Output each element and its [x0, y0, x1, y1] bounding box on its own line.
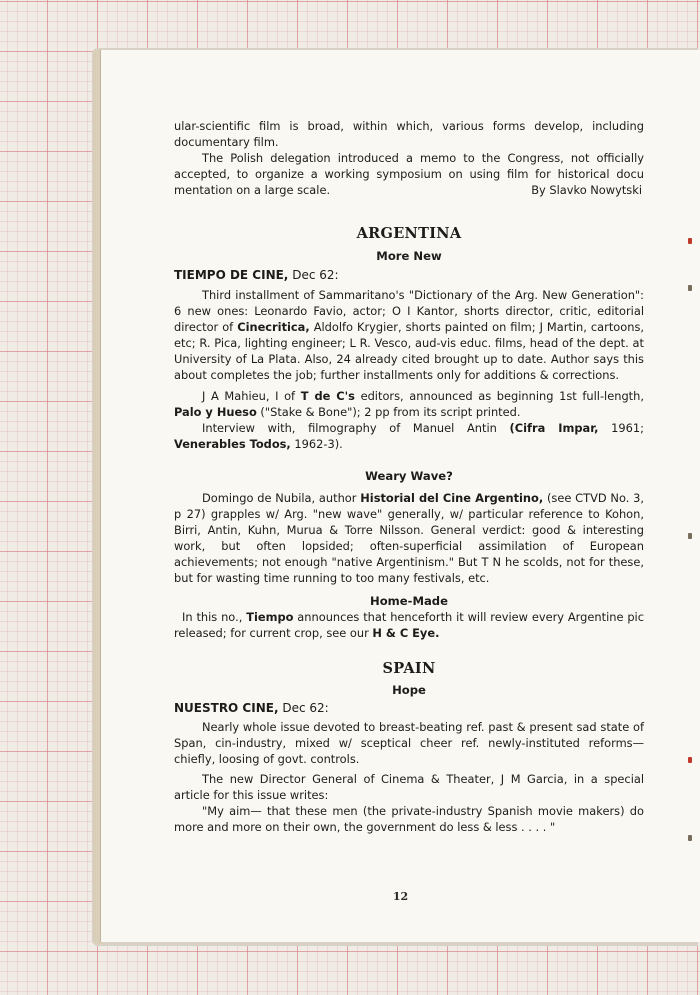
- argentina-paragraph-3: Interview with, filmography of Manuel Antin (Cifra Impar, 1961; Venerables Todos, 1962-3).: [174, 421, 644, 451]
- spain-paragraph-2: The new Director General of Cinema & Theater, J M Garcia, in a special article for this issue writes:: [174, 772, 644, 802]
- title-tiempo: Tiempo: [246, 610, 294, 624]
- argentina-paragraph-5: In this no., Tiempo announces that henceforth it will review every Argentine pic released; for current crop, see our H & C Eye.: [174, 610, 644, 640]
- title-palo-y-hueso: Palo y Hueso: [174, 405, 257, 419]
- source-date: Dec 62:: [292, 268, 339, 282]
- subheading-weary-wave: Weary Wave?: [365, 469, 453, 483]
- page-content: [174, 118, 644, 835]
- subheading-home-made: Home-Made: [370, 594, 448, 608]
- source-date: Dec 62:: [282, 701, 329, 715]
- index-tab-mark: [688, 533, 692, 539]
- section-heading-argentina: ARGENTINA: [356, 225, 462, 242]
- argentina-paragraph-2: J A Mahieu, I of T de C's editors, announced as beginning 1st full-length, Palo y Hueso ("Stake & Bone"); 2 pp from its script printed.: [174, 389, 644, 419]
- intro-signature-line: [174, 182, 644, 198]
- intro-paragraph-1: ular-scientific film is broad, within which, various forms develop, including documentary film.: [174, 119, 644, 149]
- index-tab-mark: [688, 835, 692, 841]
- index-tab-mark: [688, 238, 692, 244]
- title-t-de-cs: T de C's: [300, 389, 355, 403]
- title-venerables-todos: Venerables Todos,: [174, 437, 291, 451]
- source-line-tiempo: [174, 267, 644, 283]
- title-cinecritica: Cinecritica,: [237, 320, 310, 334]
- source-title: NUESTRO CINE,: [174, 701, 279, 715]
- title-cifra-impar: (Cifra Impar,: [509, 421, 599, 435]
- intro-paragraph-2-end: mentation on a large scale.: [174, 183, 331, 197]
- title-historial-del-cine: Historial del Cine Argentino,: [360, 491, 544, 505]
- index-tab-mark: [688, 285, 692, 291]
- document-page: [101, 50, 700, 942]
- source-title: TIEMPO DE CINE,: [174, 268, 289, 282]
- spain-paragraph-3: "My aim— that these men (the private-industry Spanish movie makers) do more and more on their own, the government do less & less . . . . ": [174, 804, 644, 834]
- index-tab-mark: [688, 757, 692, 763]
- argentina-paragraph-4: Domingo de Nubila, author Historial del Cine Argentino, (see CTVD No. 3, p 27) grapples w/ Arg. "new wave" generally, w/ particular reference to Kohon, Birri, Antin, Kuhn, Murua & Torre Nilsson. General verdict: good & interesting work, but often lopsided; often-superficial assimilation of European achievements; not enough "native Argentinism." But T N he scolds, not for these, but for wasting time running to too many festivals, etc.: [174, 491, 644, 585]
- section-heading-spain: SPAIN: [382, 660, 436, 677]
- intro-paragraph-2: The Polish delegation introduced a memo to the Congress, not officially accepted, to organize a working symposium on using film for historical docu: [174, 151, 644, 181]
- subheading-more-new: More New: [376, 249, 442, 263]
- subheading-hope: Hope: [392, 683, 426, 697]
- source-line-nuestro-cine: [174, 700, 644, 716]
- argentina-paragraph-1: Third installment of Sammaritano's "Dictionary of the Arg. New Generation": 6 new ones: Leonardo Favio, actor; O I Kantor, shorts director, critic, editorial director of Cinecritica, Aldolfo Krygier, shorts painted on film; J Martin, cartoons, etc; R. Pica, lighting engineer; L R. Vesco, aud-vis educ. films, head of the dept. at University of La Plata. Also, 24 already cited brought up to date. Author says this about completes the job; further installments only for additions & corrections.: [174, 288, 644, 382]
- byline: By Slavko Nowytski: [531, 183, 642, 197]
- spain-paragraph-1: Nearly whole issue devoted to breast-beating ref. past & present sad state of Span, cin-industry, mixed w/ sceptical cheer ref. newly-instituted reforms— chiefly, loosing of govt. controls.: [174, 720, 644, 766]
- title-h-and-c-eye: H & C Eye.: [372, 626, 440, 640]
- page-number: 12: [392, 890, 409, 903]
